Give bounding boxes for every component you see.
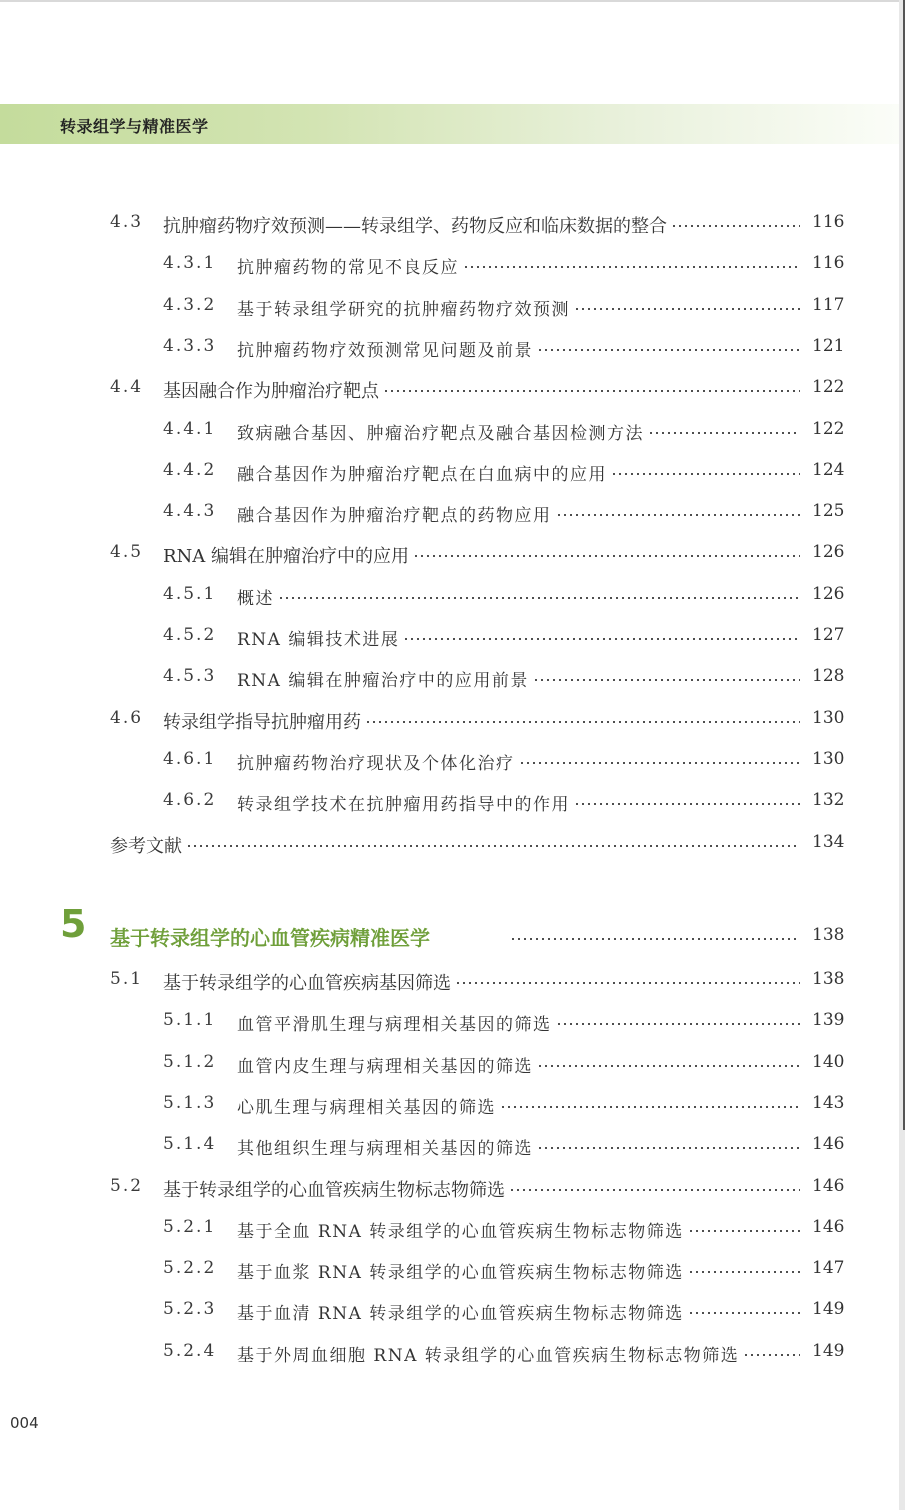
toc-entry[interactable] [0,969,905,995]
leader-dots [574,794,800,808]
leader-dots [537,1138,800,1152]
toc-number: 5.2.1 [163,1216,217,1237]
toc-entry[interactable] [0,1258,905,1284]
toc-title: RNA 编辑在肿瘤治疗中的应用 [163,546,410,568]
leader-dots [365,712,800,726]
toc-entry[interactable] [0,832,905,858]
leader-dots [556,505,801,519]
toc-page: 128 [812,666,845,687]
toc-number: 5.1.4 [163,1134,217,1155]
toc-title: 基于转录组学的心血管疾病生物标志物筛选 [163,1179,505,1201]
toc-title: 基于血清 RNA 转录组学的心血管疾病生物标志物筛选 [237,1304,684,1325]
leader-dots [186,836,800,850]
toc-entry[interactable] [0,336,905,362]
toc-entry[interactable] [0,584,905,610]
leader-dots [500,1097,800,1111]
toc-page: 140 [812,1051,845,1072]
toc-title: 心肌生理与病理相关基因的筛选 [237,1097,496,1118]
leader-dots [537,340,800,354]
toc-title: 基于血浆 RNA 转录组学的心血管疾病生物标志物筛选 [237,1263,684,1284]
leader-dots [463,257,800,271]
toc-title: 转录组学技术在抗肿瘤用药指导中的作用 [237,795,570,816]
toc-number: 5.2.2 [163,1258,217,1279]
leader-dots [688,1221,800,1235]
leader-dots [278,588,800,602]
toc-page: 117 [812,294,845,315]
toc-number: 4.6 [110,707,144,728]
toc-entry[interactable] [0,1176,905,1202]
leader-dots [519,753,801,767]
toc-page: 146 [812,1134,845,1155]
leader-dots [648,423,800,437]
toc-entry[interactable] [0,1052,905,1078]
toc-title: 致病融合基因、肿瘤治疗靶点及融合基因检测方法 [237,423,644,444]
toc-entry[interactable] [0,253,905,279]
leader-dots [533,670,800,684]
leader-dots [455,973,800,987]
running-header-title: 转录组学与精准医学 [60,117,209,136]
toc-page: 143 [812,1092,845,1113]
toc-entry[interactable] [0,212,905,238]
toc-number: 4.5.1 [163,583,217,604]
toc-title: 其他组织生理与病理相关基因的筛选 [237,1139,533,1160]
toc-number: 4.5.3 [163,666,217,687]
toc-entry[interactable] [0,419,905,445]
chapter-page: 138 [812,925,845,945]
toc-page: 149 [812,1340,845,1361]
leader-dots [403,629,800,643]
leader-dots [671,216,800,230]
toc-title: 抗肿瘤药物疗效预测——转录组学、药物反应和临床数据的整合 [163,216,667,237]
toc-number: 4.3 [110,212,144,232]
toc-number: 4.6.2 [163,790,217,811]
toc-entry[interactable] [0,1093,905,1119]
leader-dots [688,1303,800,1317]
toc-page: 147 [812,1258,845,1279]
toc-number: 5.1.2 [163,1051,217,1072]
toc-entry[interactable] [0,295,905,321]
toc-number: 4.3.3 [163,335,217,356]
toc-number: 4.3.1 [163,253,217,274]
leader-dots [383,381,800,395]
toc-entry[interactable] [0,749,905,775]
toc-entry[interactable] [0,460,905,486]
toc-page: 146 [812,1216,845,1237]
leader-dots [688,1262,800,1276]
toc-page: 138 [812,969,845,989]
toc-page: 126 [812,542,845,563]
toc-title: 转录组学指导抗肿瘤用药 [163,711,361,733]
toc-page: 126 [812,583,845,604]
toc-title: 参考文献 [110,835,182,857]
toc-entry[interactable] [0,1299,905,1325]
toc-number: 4.5 [110,542,144,563]
toc-entry[interactable] [0,625,905,651]
toc-title: 基因融合作为肿瘤治疗靶点 [163,381,379,403]
chapter-number: 5 [60,902,87,946]
toc-title: 抗肿瘤药物治疗现状及个体化治疗 [237,753,515,774]
toc-title: 血管平滑肌生理与病理相关基因的筛选 [237,1015,552,1036]
toc-number: 5.2.3 [163,1299,217,1320]
toc-title: 血管内皮生理与病理相关基因的筛选 [237,1056,533,1077]
toc-title: 基于外周血细胞 RNA 转录组学的心血管疾病生物标志物筛选 [237,1345,740,1366]
toc-number: 4.6.1 [163,748,217,769]
leader-dots [510,929,800,943]
toc-page: 116 [812,253,845,274]
toc-entry[interactable] [0,1134,905,1160]
leader-dots [537,1056,800,1070]
toc-title: 融合基因作为肿瘤治疗靶点在白血病中的应用 [237,464,607,485]
toc-number: 5.2.4 [163,1340,217,1361]
toc-number: 4.4 [110,377,144,398]
toc-page: 122 [812,377,845,398]
toc-title: 抗肿瘤药物疗效预测常见问题及前景 [237,340,533,361]
toc-number: 5.1.1 [163,1010,217,1031]
folio-page-number: 004 [10,1414,39,1432]
toc-title: 基于转录组学研究的抗肿瘤药物疗效预测 [237,299,570,320]
toc-title: RNA 编辑技术进展 [237,630,400,650]
top-rule [0,0,905,2]
toc-number: 4.3.2 [163,294,217,315]
toc-title: 概述 [237,588,274,609]
toc-page: 125 [812,501,845,522]
leader-dots [556,1014,801,1028]
toc-title: RNA 编辑在肿瘤治疗中的应用前景 [237,671,529,692]
toc-entry[interactable] [0,501,905,527]
toc-page: 124 [812,459,845,480]
toc-number: 5.2 [110,1175,144,1196]
toc-page: 127 [812,625,845,645]
chapter-entry[interactable] [0,925,905,951]
toc-number: 5.1 [110,969,144,989]
toc-entry[interactable] [0,666,905,692]
toc-title: 抗肿瘤药物的常见不良反应 [237,258,459,279]
toc-entry[interactable] [0,708,905,734]
toc-page: 134 [812,831,845,852]
toc-title: 基于转录组学的心血管疾病基因筛选 [163,973,451,994]
toc-number: 4.4.1 [163,418,217,439]
toc-number: 5.1.3 [163,1092,217,1113]
toc-number: 4.4.3 [163,501,217,522]
toc-page: 116 [812,212,845,232]
toc-number: 4.4.2 [163,459,217,480]
toc-entry[interactable] [0,790,905,816]
toc-page: 139 [812,1010,845,1031]
toc-entry[interactable] [0,1217,905,1243]
chapter-title: 基于转录组学的心血管疾病精准医学 [110,926,430,950]
toc-entry[interactable] [0,1010,905,1036]
toc-page: 130 [812,707,845,728]
toc-page: 121 [812,335,845,356]
toc-page: 122 [812,418,845,439]
toc-page: 132 [812,790,845,811]
toc-entry[interactable] [0,377,905,403]
leader-dots [611,464,800,478]
toc-page: 130 [812,748,845,769]
toc-title: 融合基因作为肿瘤治疗靶点的药物应用 [237,506,552,527]
toc-title: 基于全血 RNA 转录组学的心血管疾病生物标志物筛选 [237,1221,684,1242]
toc-number: 4.5.2 [163,625,217,645]
toc-entry[interactable] [0,542,905,568]
leader-dots [509,1180,800,1194]
leader-dots [574,299,800,313]
leader-dots [413,546,800,560]
toc-page: 149 [812,1299,845,1320]
leader-dots [743,1345,800,1359]
toc-page: 146 [812,1175,845,1196]
toc-entry[interactable] [0,1341,905,1367]
